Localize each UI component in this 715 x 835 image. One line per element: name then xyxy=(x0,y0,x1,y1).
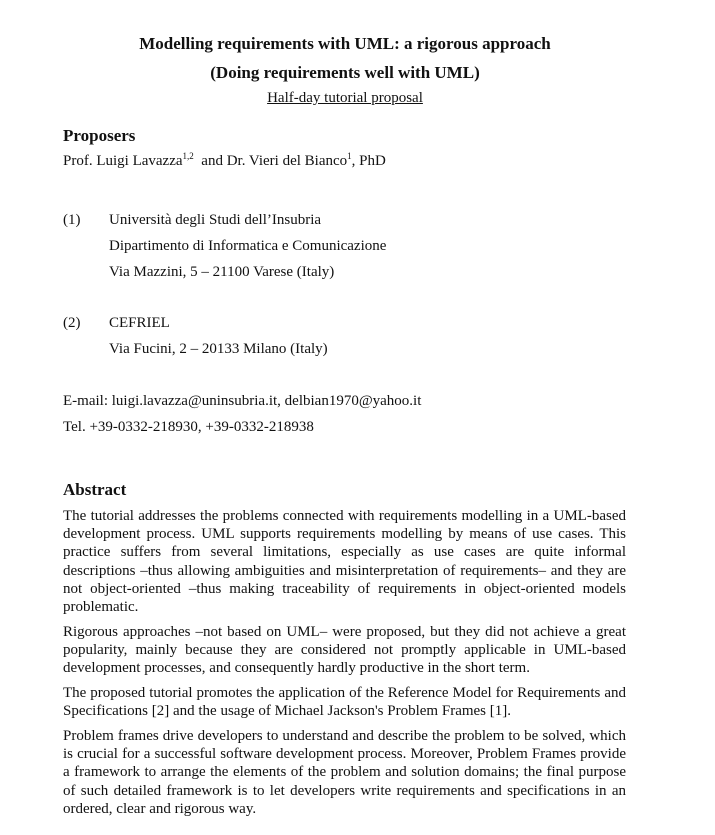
author1-affiliation-sup: 1,2 xyxy=(182,151,194,161)
abstract-paragraph: Problem frames drive developers to understand and describe the problem to be solved, which is crucial for a successful software development process. Moreover, Problem Frames provide a framework to arrange the elements of the problem and solution domains; the final purpose of such detailed framework is to let developers write requirements and specifications in an ordered, clear and rigorous way. xyxy=(63,728,626,817)
affiliation-line: Via Fucini, 2 – 20133 Milano (Italy) xyxy=(109,341,328,357)
proposers-line xyxy=(63,153,386,170)
author1-name: Prof. Luigi Lavazza xyxy=(63,153,183,169)
abstract-paragraph: Rigorous approaches –not based on UML– were proposed, but they did not achieve a great popularity, mainly because they are considered not promptly applicable in UML-based development processes, and consequently hardly productive in the short term. xyxy=(63,624,626,677)
document-subtitle: (Doing requirements well with UML) xyxy=(210,63,480,82)
affiliation-number: (1) xyxy=(63,212,81,228)
proposal-type: Half-day tutorial proposal xyxy=(267,90,423,106)
author2-affiliation-sup: 1 xyxy=(347,151,352,161)
abstract-paragraph: The proposed tutorial promotes the application of the Reference Model for Requirements and Specifications [2] and the usage of Michael Jackson's Problem Frames [1]. xyxy=(63,685,626,720)
abstract-heading: Abstract xyxy=(63,480,127,499)
document-title: Modelling requirements with UML: a rigorous approach xyxy=(139,34,551,53)
author2-suffix: , PhD xyxy=(351,153,386,169)
author-connector: and Dr. Vieri del Bianco xyxy=(201,153,348,169)
affiliation-number: (2) xyxy=(63,315,81,331)
proposers-heading: Proposers xyxy=(63,126,136,145)
contact-email: E-mail: luigi.lavazza@uninsubria.it, delbian1970@yahoo.it xyxy=(63,393,422,409)
abstract-paragraph: The tutorial addresses the problems connected with requirements modelling in a UML-based development process. UML supports requirements modelling by means of use cases. This practice suffers from several limitations, especially as use cases are quite informal descriptions –thus allowing ambiguities and misinterpretation of requirements– and they are not object-oriented –thus making traceability of requirements in object-oriented models problematic. xyxy=(63,508,626,616)
affiliation-line: Università degli Studi dell’Insubria xyxy=(109,212,322,228)
affiliation-line: CEFRIEL xyxy=(109,315,170,331)
contact-tel: Tel. +39-0332-218930, +39-0332-218938 xyxy=(63,419,314,435)
affiliation-line: Via Mazzini, 5 – 21100 Varese (Italy) xyxy=(109,264,335,280)
affiliation-line: Dipartimento di Informatica e Comunicazione xyxy=(109,238,387,254)
